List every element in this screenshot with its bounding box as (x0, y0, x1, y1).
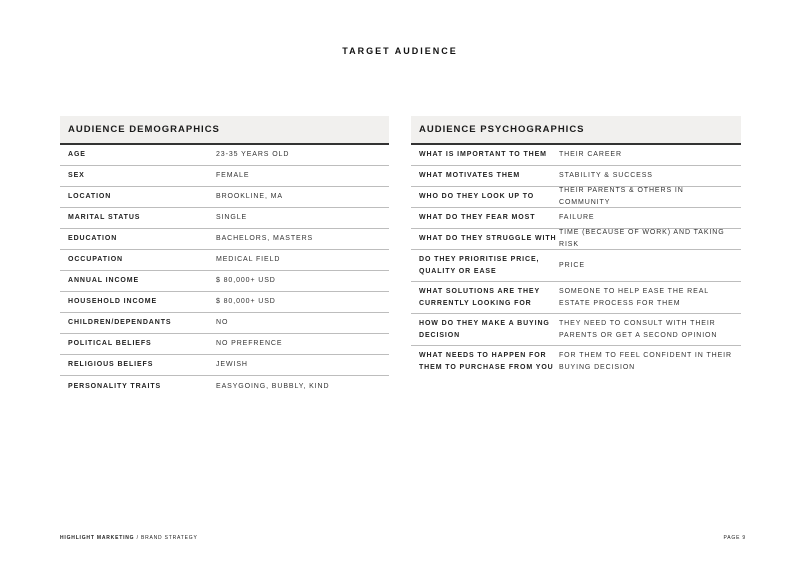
psychographics-rows (411, 145, 741, 378)
row-value: STABILITY & SUCCESS (559, 172, 653, 179)
table-row (60, 166, 389, 187)
page-number: PAGE 9 (723, 535, 746, 541)
row-key: WHAT MOTIVATES THEM (419, 172, 521, 179)
row-key: WHO DO THEY LOOK UP TO (419, 193, 535, 200)
table-row (60, 313, 389, 334)
row-value: SOMEONE TO HELP EASE THE REAL ESTATE PROCESS FOR THEM (559, 287, 709, 307)
row-value: THEIR CAREER (559, 151, 622, 158)
row-key: SEX (68, 172, 85, 179)
footer-section: BRAND STRATEGY (140, 535, 198, 541)
row-key: HOUSEHOLD INCOME (68, 298, 158, 305)
row-key: LOCATION (68, 193, 112, 200)
row-key: ANNUAL INCOME (68, 277, 140, 284)
demographics-rows (60, 145, 389, 397)
row-value: SINGLE (216, 214, 248, 221)
table-row (411, 314, 741, 346)
row-key: RELIGIOUS BELIEFS (68, 361, 154, 368)
table-row (60, 250, 389, 271)
row-value: TIME (BECAUSE OF WORK) AND TAKING RISK (559, 229, 725, 248)
table-row (411, 187, 741, 208)
demographics-header: AUDIENCE DEMOGRAPHICS (60, 116, 389, 145)
footer-separator: / (134, 535, 141, 541)
row-value: NO PREFRENCE (216, 340, 283, 347)
row-value: FOR THEM TO FEEL CONFIDENT IN THEIR BUYING DECISION (559, 352, 732, 371)
row-value: THEIR PARENTS & OTHERS IN COMMUNITY (559, 187, 684, 206)
page-title: TARGET AUDIENCE (342, 46, 458, 56)
row-key: MARITAL STATUS (68, 214, 141, 221)
footer-brand-line (60, 535, 198, 541)
row-key: POLITICAL BELIEFS (68, 340, 152, 347)
row-key: AGE (68, 151, 86, 158)
row-value: EASYGOING, BUBBLY, KIND (216, 382, 330, 390)
footer-brand: HIGHLIGHT MARKETING (60, 535, 135, 541)
row-value: BACHELORS, MASTERS (216, 235, 314, 242)
row-key: WHAT IS IMPORTANT TO THEM (419, 151, 547, 158)
row-key: PERSONALITY TRAITS (68, 382, 162, 390)
table-row (411, 145, 741, 166)
row-value: 23-35 YEARS OLD (216, 151, 290, 158)
table-row (60, 208, 389, 229)
table-row (60, 145, 389, 166)
demographics-table (60, 116, 389, 397)
row-key: WHAT SOLUTIONS ARE THEY CURRENTLY LOOKING FOR (419, 287, 540, 307)
row-value: NO (216, 319, 229, 326)
table-row (411, 166, 741, 187)
table-row (411, 346, 741, 378)
row-value: BROOKLINE, MA (216, 193, 283, 200)
psychographics-table (411, 116, 741, 378)
table-row (60, 271, 389, 292)
row-key: EDUCATION (68, 235, 118, 242)
row-key: WHAT DO THEY FEAR MOST (419, 214, 536, 221)
row-key: HOW DO THEY MAKE A BUYING DECISION (419, 319, 550, 339)
row-value: FAILURE (559, 214, 595, 221)
row-value: PRICE (559, 261, 585, 269)
row-value: FEMALE (216, 172, 250, 179)
table-row (60, 334, 389, 355)
row-value: JEWISH (216, 361, 248, 368)
row-value: THEY NEED TO CONSULT WITH THEIR PARENTS OR GET A SECOND OPINION (559, 319, 718, 339)
psychographics-header: AUDIENCE PSYCHOGRAPHICS (411, 116, 741, 145)
table-row (60, 355, 389, 376)
table-row (411, 282, 741, 314)
row-value: $ 80,000+ USD (216, 277, 276, 284)
row-value: $ 80,000+ USD (216, 298, 276, 305)
table-row (60, 292, 389, 313)
table-row (411, 208, 741, 229)
row-key: WHAT DO THEY STRUGGLE WITH (419, 235, 557, 242)
row-key: DO THEY PRIORITISE PRICE, QUALITY OR EASE (419, 255, 540, 275)
row-value: MEDICAL FIELD (216, 256, 281, 263)
table-row (411, 229, 741, 250)
table-row (411, 250, 741, 282)
row-key: WHAT NEEDS TO HAPPEN FOR THEM TO PURCHASE FROM YOU (419, 352, 554, 371)
table-row (60, 229, 389, 250)
row-key: OCCUPATION (68, 256, 124, 263)
table-row (60, 187, 389, 208)
row-key: CHILDREN/DEPENDANTS (68, 319, 172, 326)
table-row (60, 376, 389, 397)
